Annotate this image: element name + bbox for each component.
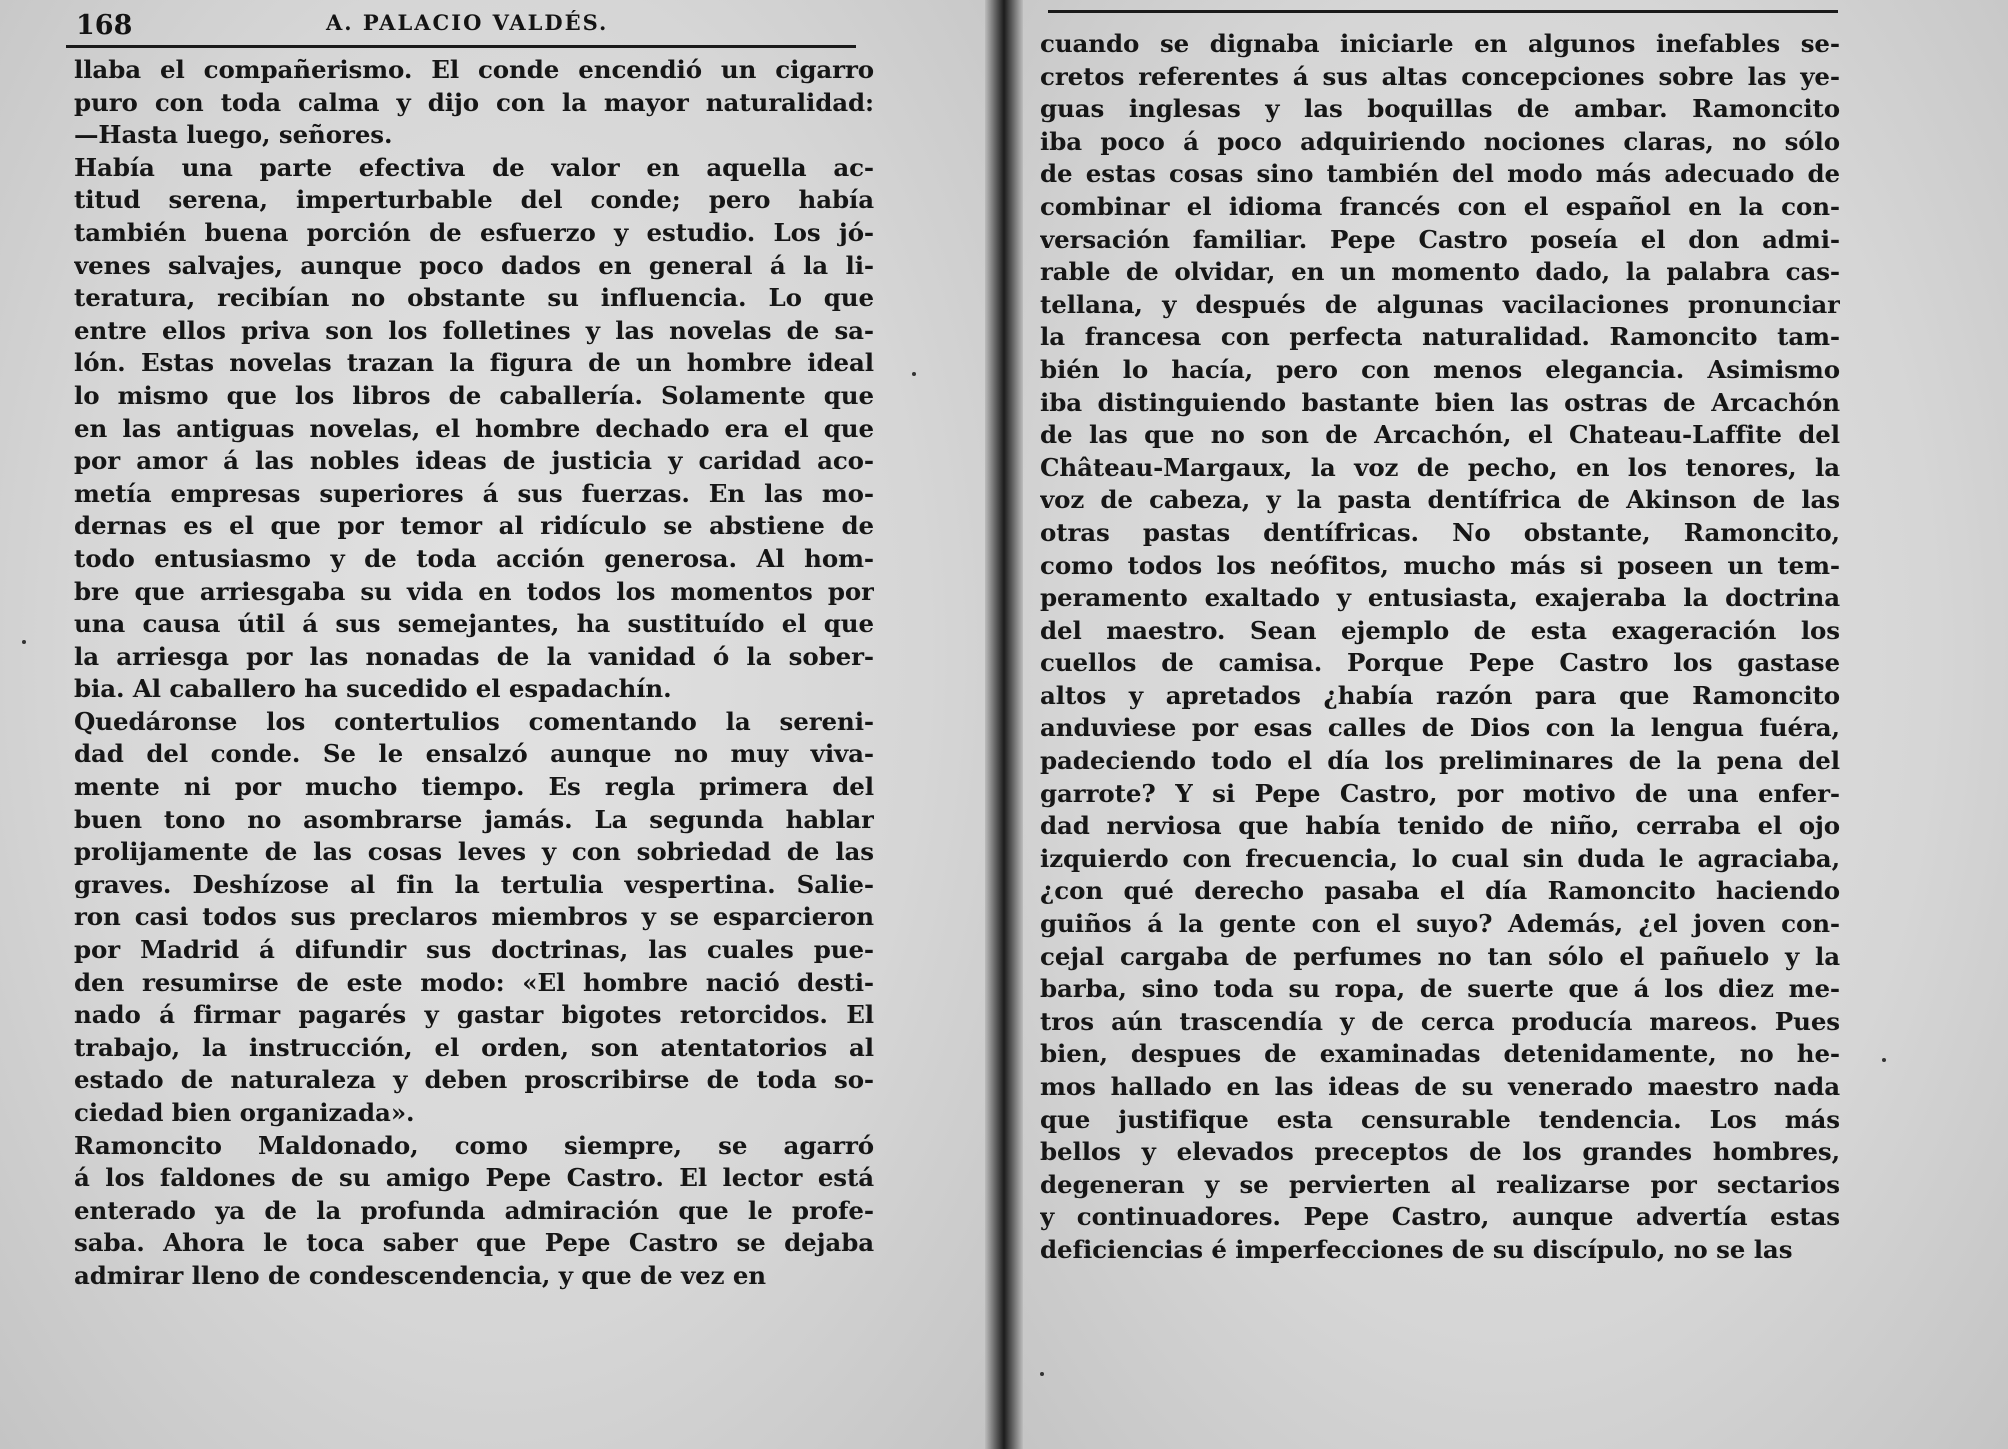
text-line: Ramoncito Maldonado, como siempre, se agarró <box>74 1130 874 1160</box>
text-line: la arriesga por las nonadas de la vanidad ó la sober- <box>74 641 874 671</box>
text-line: bellos y elevados preceptos de los grandes hombres, <box>1040 1137 1840 1167</box>
text-line: ciedad bien organizada». <box>74 1098 415 1127</box>
text-line: cejal cargaba de perfumes no tan sólo el pañuelo y la <box>1040 941 1840 971</box>
text-line: admirar lleno de condescendencia, y que de vez en <box>74 1260 767 1290</box>
text-line: lón. Estas novelas trazan la figura de un hombre ideal <box>74 348 874 378</box>
text-line: teratura, recibían no obstante su influencia. Lo que <box>74 283 874 313</box>
text-line: que justifique esta censurable tendencia. Los más <box>1040 1104 1840 1134</box>
text-line: guiños á la gente con el suyo? Además, ¿el joven con- <box>1040 909 1840 939</box>
text-line: prolijamente de las cosas leves y con sobriedad de las <box>74 837 874 867</box>
text-line: estado de naturaleza y deben proscribirse de toda so- <box>74 1065 874 1095</box>
text-line: Château-Margaux, la voz de pecho, en los tenores, la <box>1040 452 1840 482</box>
text-line: y continuadores. Pepe Castro, aunque advertía estas <box>1040 1202 1840 1232</box>
text-line: entre ellos priva son los folletines y las novelas de sa- <box>74 315 874 345</box>
text-line: ¿con qué derecho pasaba el día Ramoncito haciendo <box>1040 876 1840 906</box>
text-line: degeneran y se pervierten al realizarse por sectarios <box>1040 1169 1840 1199</box>
right-page <box>1008 0 2008 1449</box>
text-line: padeciendo todo el día los preliminares de la pena del <box>1040 746 1840 776</box>
text-line: Quedáronse los contertulios comentando la sereni- <box>74 706 874 736</box>
text-line: puro con toda calma y dijo con la mayor naturalidad: <box>74 87 874 117</box>
text-line: cuellos de camisa. Porque Pepe Castro los gastase <box>1040 648 1840 678</box>
text-line: por amor á las nobles ideas de justicia y caridad aco- <box>74 446 874 476</box>
text-line: buen tono no asombrarse jamás. La segunda hablar <box>74 804 874 834</box>
text-line: lo mismo que los libros de caballería. Solamente que <box>74 380 874 410</box>
text-line: iba poco á poco adquiriendo nociones claras, no sólo <box>1040 126 1840 156</box>
text-line: llaba el compañerismo. El conde encendió un cigarro <box>74 55 874 84</box>
text-line: izquierdo con frecuencia, lo cual sin duda le agraciaba, <box>1040 843 1840 873</box>
text-line: dad nerviosa que había tenido de niño, cerraba el ojo <box>1040 811 1840 841</box>
book-gutter <box>985 0 1023 1449</box>
running-head-author: A. PALACIO VALDÉS. <box>326 10 609 35</box>
text-line: mos hallado en las ideas de su venerado maestro nada <box>1040 1072 1840 1101</box>
text-line: —Hasta luego, señores. <box>74 120 393 150</box>
text-line: saba. Ahora le toca saber que Pepe Castro se dejaba <box>74 1228 874 1258</box>
header-rule <box>1048 10 1838 13</box>
left-page-text <box>74 54 874 1293</box>
text-line: una causa útil á sus semejantes, ha sustituído el que <box>74 609 874 639</box>
text-line: cuando se dignaba iniciarle en algunos inefables se- <box>1040 29 1840 58</box>
text-line: también buena porción de esfuerzo y estudio. Los jó- <box>74 217 874 247</box>
text-line: bien, despues de examinadas detenidamente, no he- <box>1040 1039 1840 1069</box>
text-line: de estas cosas sino también del modo más adecuado de <box>1040 159 1840 189</box>
text-line: nado á firmar pagarés y gastar bigotes retorcidos. El <box>74 1000 874 1030</box>
ink-speck <box>1040 1372 1044 1376</box>
text-line: altos y apretados ¿había razón para que Ramoncito <box>1040 680 1840 710</box>
text-line: enterado ya de la profunda admiración que le profe- <box>74 1195 874 1225</box>
header-rule <box>66 45 856 48</box>
text-line: la francesa con perfecta naturalidad. Ramoncito tam- <box>1040 322 1840 352</box>
left-page <box>0 0 1000 1449</box>
text-line: iba distinguiendo bastante bien las ostras de Arcachón <box>1040 387 1840 417</box>
text-line: bia. Al caballero ha sucedido el espadachín. <box>74 674 672 704</box>
text-line: en las antiguas novelas, el hombre dechado era el que <box>74 413 874 443</box>
text-line: deficiencias é imperfecciones de su discípulo, no se las <box>1040 1234 1793 1264</box>
text-line: anduviese por esas calles de Dios con la lengua fuéra, <box>1040 713 1840 743</box>
text-line: titud serena, imperturbable del conde; pero había <box>74 185 874 215</box>
text-line: barba, sino toda su ropa, de suerte que á los diez me- <box>1040 974 1840 1004</box>
text-line: como todos los neófitos, mucho más si poseen un tem- <box>1040 550 1840 580</box>
text-line: bre que arriesgaba su vida en todos los momentos por <box>74 576 874 606</box>
text-line: de las que no son de Arcachón, el Chateau-Laffite del <box>1040 420 1840 450</box>
text-line: combinar el idioma francés con el español en la con- <box>1040 191 1840 221</box>
text-line: den resumirse de este modo: «El hombre nació desti- <box>74 967 874 997</box>
text-line: trabajo, la instrucción, el orden, son atentatorios al <box>74 1032 874 1062</box>
ink-speck <box>22 640 26 644</box>
page-number: 168 <box>76 10 133 41</box>
text-line: versación familiar. Pepe Castro poseía el don admi- <box>1040 224 1840 254</box>
text-line: peramento exaltado y entusiasta, exajeraba la doctrina <box>1040 583 1840 613</box>
text-line: graves. Deshízose al fin la tertulia vespertina. Salie- <box>74 869 874 899</box>
ink-speck <box>912 372 916 376</box>
text-line: garrote? Y si Pepe Castro, por motivo de una enfer- <box>1040 778 1840 808</box>
text-line: dernas es el que por temor al ridículo se abstiene de <box>74 511 874 541</box>
text-line: tellana, y después de algunas vacilaciones pronunciar <box>1040 289 1840 319</box>
text-line: voz de cabeza, y la pasta dentífrica de Akinson de las <box>1040 485 1840 515</box>
text-line: bién lo hacía, pero con menos elegancia. Asimismo <box>1040 354 1840 384</box>
ink-speck <box>1882 1058 1886 1062</box>
text-line: dad del conde. Se le ensalzó aunque no muy viva- <box>74 739 874 769</box>
text-line: metía empresas superiores á sus fuerzas. En las mo- <box>74 478 874 508</box>
text-line: rable de olvidar, en un momento dado, la palabra cas- <box>1040 257 1840 287</box>
text-line: por Madrid á difundir sus doctrinas, las cuales pue- <box>74 935 874 965</box>
running-head <box>66 6 856 46</box>
text-line: á los faldones de su amigo Pepe Castro. El lector está <box>74 1163 874 1193</box>
text-line: Había una parte efectiva de valor en aquella ac- <box>74 152 874 182</box>
text-line: otras pastas dentífricas. No obstante, Ramoncito, <box>1040 517 1840 547</box>
text-line: tros aún trascendía y de cerca producía mareos. Pues <box>1040 1006 1840 1036</box>
text-line: mente ni por mucho tiempo. Es regla primera del <box>74 772 874 802</box>
text-line: del maestro. Sean ejemplo de esta exageración los <box>1040 615 1840 645</box>
text-line: todo entusiasmo y de toda acción generosa. Al hom- <box>74 543 874 573</box>
text-line: guas inglesas y las boquillas de ambar. Ramoncito <box>1040 94 1840 124</box>
text-line: venes salvajes, aunque poco dados en general á la li- <box>74 250 874 280</box>
text-line: cretos referentes á sus altas concepciones sobre las ye- <box>1040 61 1840 91</box>
right-page-text <box>1040 28 1840 1267</box>
text-line: ron casi todos sus preclaros miembros y se esparcieron <box>74 902 874 932</box>
